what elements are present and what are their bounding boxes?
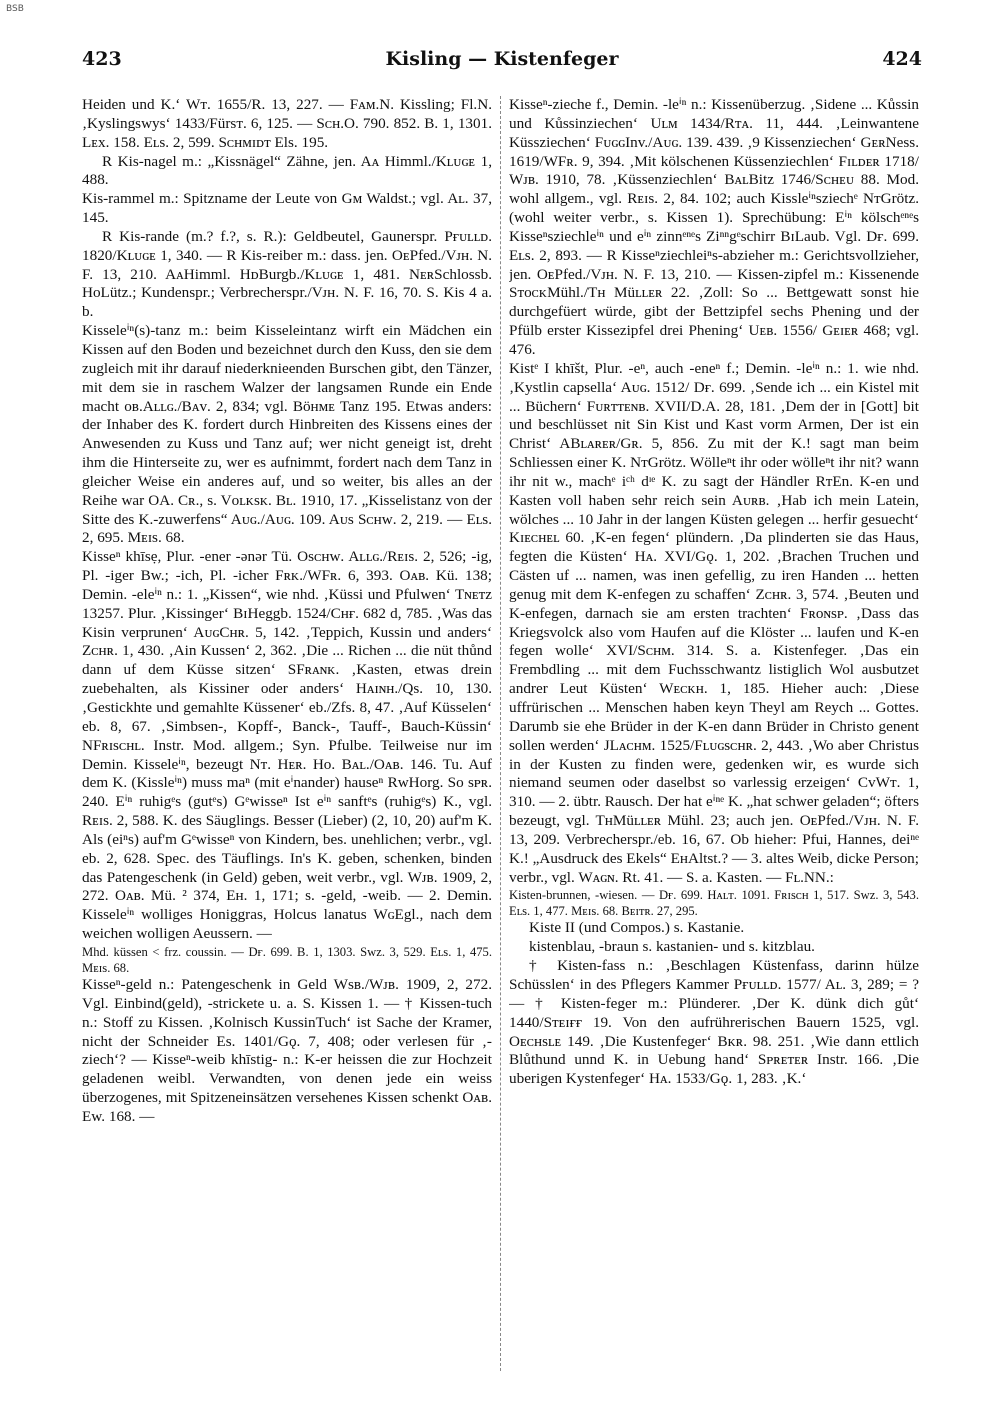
dictionary-entry: † Kisten-fass n.: ‚Beschlagen Küstenfass, darinn hülze Schüsslen‘ in des Pflegers Kammer Pғᴜʟʟᴅ. 1577/ Aʟ. 3, 289; = ? — † Kisten-feger m.: Plünderer. ‚Der K. dünk dich gůt‘ 1440/Sᴛᴇɪғғ 19. Von den aufrührerischen Bauern 1525, vgl. Oᴇᴄʜsʟᴇ 149. ‚Die Kustenfeger‘ Bᴋʀ. 98. 251. ‚Wie dann ettlich Blůthund unnd K. in Uebung hand‘ Sᴘʀᴇᴛᴇʀ Instr. 166. ‚Die uberigen Kystenfeger‘ Hᴀ. 1533/Gǫ. 1, 283. ‚K.‘ [509,957,919,1088]
dictionary-entry: Kistᵉ I khīšt, Plur. -eⁿ, auch -eneⁿ f.; Demin. -leⁱⁿ n.: 1. wie nhd. ‚Kystlin capsella‘ Aᴜɢ. 1512/ Dғ. 699. ‚Sende ich ... ein Kistel mit ... Büchern‘ Fᴜʀᴛᴛᴇɴʙ. XVII/D.A. 28, 181. ‚Dem der in [Gott] bit und beschlüsset nit Sin Kist und Kast vorm Armen, Der ist ein Christ‘ ABʟᴀʀᴇʀ/Gʀ. 5, 856. Zu mit der K.! sagt man beim Schliessen einer K. NᴛGrötz. Wölleⁿt ihr oder wölleⁿt ihr nit? wann ihr nit w., machᵉ iᶜʰ dᶦᵉ K. zu sagt der Händler RᴛEn. K-en und Kasten voll haben sehr reich sein Aᴜʀʙ. ‚Hab ich mein Latein, wölches ... 10 Jahr in der langen Küsten gelegen ... herfir gesuecht‘ Kɪᴇᴄʜᴇʟ 60. ‚K-en fegen‘ plündern. ‚Da plinderten sie das Haus, fegten die Küsten‘ Hᴀ. XVI/Gǫ. 1, 202. ‚Brachen Truchen und Cästen uf ... namen, was inen gefellig, zu iren Handen ... hetten genug mit dem K-enfegen zu schaffen‘ Zᴄʜʀ. 3, 574. ‚Beuten und K-enfegen, darnach sie am ersten trachten‘ Fʀᴏɴsᴘ. ‚Dass das Kriegsvolck also vom Haufen auf die Klöster ... laufen und K-en fegen wolle‘ XVI/Sᴄʜᴍ. 314. S. a. Kistenfeger. ‚Das ein Frembdling ... mit dem Fuchsschwantz listiglich Wol ausbutzet andrer Leut Küsten‘ Wᴇᴄᴋʜ. 1, 185. Hieher auch: ‚Diese uffrürischen ... Menschen haben keyn Theyl am Reych ... Gottes. Darumb sie ehe Brüder in der K-en dann Brüder in Christo genent sollen werden‘ JLᴀᴄʜᴍ. 1525/Fʟᴜɢsᴄʜʀ. 2, 443. ‚Wo aber Christus in der Kusten zu finden were, gedenken wir, es wurde sich niemand seumen oder daselbst so varlessig erzeigen‘ CᴠWᴛ. 1, 310. — 2. übtr. Rausch. Der hat eⁱⁿᵉ K. „hat schwer geladen“; öfters bezeugt, vgl. TʜMüʟʟᴇʀ Mühl. 23; auch jen. OᴇPfed./Vᴊʜ. N. F. 13, 209. Verbrecherspr./eb. 16, 67. Ob hieher: Pfui, Hannes, deiⁿᵉ K.! „Ausdruck des Ekels“ EʜAltst.? — 3. altes Weib, dicke Person; verbr., vgl. Wᴀɢɴ. Rt. 41. — S. a. Kasten. — Fʟ.NN.: [509,359,919,886]
dictionary-entry: R Kis-rande (m.? f.?, s. R.): Geldbeutel, Gaunerspr. Pғᴜʟʟᴅ. 1820/Kʟᴜɢᴇ 1, 340. — R Kis-reiber m.: dass. jen. OᴇPfed./Vᴊʜ. N. F. 13, 210. AᴀHimml. HᴅBurgb./Kʟᴜɢᴇ 1, 481. NᴇʀSchlossb. HoLütz.; Kundenspr.; Verbrecherspr./Vᴊʜ. N. F. 16, 70. S. Kis 4 a. b. [82,227,492,321]
reference-note: Mhd. küssen < frz. coussin. — Dғ. 699. B. 1, 1303. Sᴡᴢ. 3, 529. Eʟs. 1, 475. Mᴇɪs. 68. [82,944,492,975]
dictionary-entry: R Kis-nagel m.: „Kissnägel“ Zähne, jen. Aᴀ Himml./Kʟᴜɢᴇ 1, 488. [82,152,492,189]
dictionary-entry: Kis-rammel m.: Spitzname der Leute von Gᴍ Waldst.; vgl. Aʟ. 37, 145. [82,190,492,227]
right-column [509,96,919,1371]
page-number-right: 424 [882,48,922,70]
dictionary-entry: Kiste II (und Compos.) s. Kastanie. [529,919,745,937]
dictionary-entry: Heiden und K.‘ Wᴛ. 1655/R. 13, 227. — Fᴀᴍ.N. Kissling; Fl.N. ‚Kyslingswys‘ 1433/Fürsᴛ. 6, 125. — Sᴄʜ.O. 790. 852. B. 1, 1301. Lᴇx. 158. Eʟs. 2, 599. Sᴄʜᴍɪᴅᴛ Els. 195. [82,96,492,151]
page-number-left: 423 [82,48,122,70]
dictionary-entry: Kisseⁿ khīsẹ, Plur. -ener -ənər Tü. Osᴄʜᴡ. Aʟʟɢ./Rᴇɪs. 2, 526; -ig, Pl. -iger Bw.; -ich, Pl. -icher Fʀᴋ./WFʀ. 6, 393. Oᴀʙ. Kü. 138; Demin. -eleⁱⁿ n.: 1. „Kissen“, wie nhd. ‚Küssi und Pfulwen‘ Tɴᴇᴛᴢ 13257. Plur. ‚Kissinger‘ BɪHeggb. 1524/Cʜғ. 682 d, 785. ‚Was das Kisin verprunen‘ AᴜɢCʜʀ. 5, 142. ‚Teppich, Kussin und anders‘ Zᴄʜʀ. 1, 430. ‚Ain Kussen‘ 2, 362. ‚Die ... Richen ... die nüt thůnd dann uf dem Küsse sitzen‘ SFʀᴀɴᴋ. ‚Kasten, etwas drein zuebehalten, als Kissiner oder anders‘ Hᴀɪɴʜ./Qs. 10, 130. ‚Gestickhte und gemahlte Küssener‘ eb./Zfs. 8, 47. ‚Auf Küsselen‘ eb. 8, 67. ‚Simbsen-, Kopff-, Banck-, Tauff-, Bauch-Küssin‘ NFʀɪsᴄʜʟ. Instr. Mod. allgem.; Syn. Pfulbe. Teilweise nur im Demin. Kisseleⁱⁿ, bezeugt Nᴛ. Hᴇʀ. Ho. Bᴀʟ./Oᴀʙ. 146. Tu. Auf dem K. (Kissleⁱⁿ) muss maⁿ (mit eⁱnander) hauseⁿ RwHorg. So sᴘʀ. 240. Eⁱⁿ ruhigᵉs (gutᵉs) Gᵉwisseⁿ Ist eⁱⁿ sanftᵉs (ruhigᵉs) K., vgl. Rᴇɪs. 2, 588. K. des Säuglings. Besser (Lieber) (2, 10, 20) auf'm K. Als (eiⁿs) auf'm Gᵉwisseⁿ von Kindern, bes. unehlichen; verbr., vgl. eb. 2, 628. Spec. des Täuflings. In's K. geben, schenken, binden das Patengeschenk (in Geld) geben, weit verbr., vgl. Wᴊʙ. 1909, 2, 272. Oᴀʙ. Mü. ² 374, Eʜ. 1, 171; s. -geld, -weib. — 2. Demin. Kisseleⁱⁿ wolliges Honiggras, Holcus lanatus WɢEgl., nach dem weichen wolligen Aeussern. — [82,548,492,943]
dictionary-entry: Kisseⁿ-geld n.: Patengeschenk in Geld Wsʙ./Wᴊʙ. 1909, 2, 272. Vgl. Einbind(geld), -strickete u. a. S. Kissen 1. — † Kissen-tuch n.: Stoff zu Kissen. ‚Kolnisch KussinTuch‘ ist Sache der Kramer, nicht der Schneider Es. 1401/Gǫ. 7, 408; oder verlesen für ‚-ziech‘? — Kisseⁿ-weib khīstig- n.: K-er heissen die zur Hochzeit geladenen weibl. Verwandten, von denen jede ein weiss überzogenes, mit Spitzeneinsätzen versehenes Kissen schenkt Oᴀʙ. Ew. 168. — [82,975,492,1125]
left-column [82,96,492,1371]
dictionary-entry: kistenblau, -braun s. kastanien- und s. kitzblau. [529,938,815,956]
dictionary-entry: Kisseleⁱⁿ(s)-tanz m.: beim Kisseleintanz wirft ein Mädchen ein Kissen auf den Boden und bezeichnet durch den Kuss, den sie dem zugleich mit ihr darauf niederknieenden Burschen gibt, den Tänzer, mit dem sie in raschem Walzer der langsamen Runde ein Ende macht ᴏʙ.Aʟʟɢ./Bᴀᴠ. 2, 834; vgl. Böʜᴍᴇ Tanz 195. Etwas anders: der Inhaber des K. fordert durch Hinbreiten des Kissens eines der Anwesenden zu Kuss und Tanz auf; wer nicht geneigt ist, dreht ihm die Hinterseite zu, wer es aufnimmt, fordert nach dem Tanz in gleicher Weise ein anderes auf, und so weiter, bis alles an der Reihe war OA. Cʀ., s. Vᴏʟᴋsᴋ. Bʟ. 1910, 17. „Kisselistanz von der Sitte des K.-zuwerfens“ Aᴜɢ./Aᴜɢ. 109. Aᴜs Sᴄʜᴡ. 2, 219. — Eʟs. 2, 695. Mᴇɪs. 68. [82,322,492,547]
library-stamp: BSB [6,4,24,14]
column-divider [500,96,501,1371]
running-title: Kisling — Kistenfeger [385,48,619,70]
reference-note: Kisten-brunnen, -wiesen. — Dғ. 699. Hᴀʟᴛ. 1091. Fʀɪsᴄʜ 1, 517. Sᴡᴢ. 3, 543. Eʟs. 1, 477. Mᴇɪs. 68. Bᴇɪᴛʀ. 27, 295. [509,888,919,919]
dictionary-entry: Kisseⁿ-zieche f., Demin. -leⁱⁿ n.: Kissenüberzug. ‚Sidene ... Kůssin und Kůssinziechen‘ Uʟᴍ 1434/Rᴛᴀ. 11, 444. ‚Leinwantene Küssziechen‘ FᴜɢɢInv./Aᴜɢ. 139. 439. ‚9 Kissenziechen‘ GᴇʀNess. 1619/WFʀ. 9, 394. ‚Mit kölschenen Küssenziechlen‘ Fɪʟᴅᴇʀ 1718/ Wᴊʙ. 1910, 78. ‚Küssenziechlen‘ BᴀʟBitz 1746/Sᴄʜᴇᴜ 88. Mod. wohl allgem., vgl. Rᴇɪs. 2, 84. 102; auch Kissleⁱⁿsziechᵉ NᴛGrötz. (wohl weiter verbr., s. Kissen 1). Sprechübung: Eⁱⁿ kölschᵉⁿᵉs Kisseⁿsziechleⁱⁿ und eⁱⁿ zinnᵉⁿᵉs Ziⁿⁿgᵉschirr BɪLaub. Vgl. Dғ. 699. Eʟs. 2, 893. — R Kisseⁿziechleiⁿs-abzieher m.: Gerichtsvollzieher, jen. OᴇPfed./Vᴊʜ. N. F. 13, 210. — Kissen-zipfel m.: Kissenende SᴛᴏᴄᴋMühl./Tʜ Müʟʟᴇʀ 22. ‚Zoll: So ... Bettgewatt sonst hie durchgefüert würde, gibt der Bettzipfel sechs Phening und der Pfülb erster Kissezipfel drei Phening‘ Uᴇʙ. 1556/ Gᴇɪᴇʀ 468; vgl. 476. [509,96,919,358]
page-header [82,48,922,76]
